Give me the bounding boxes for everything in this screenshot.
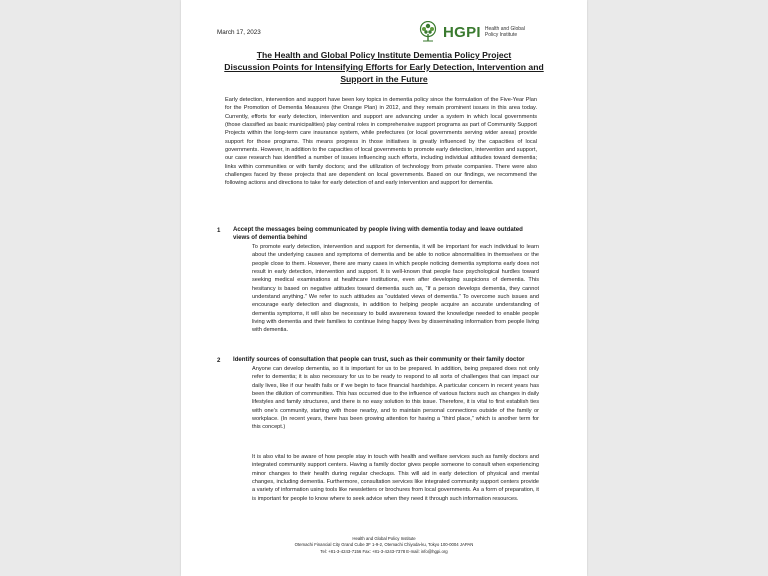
section-number: 2	[217, 357, 221, 364]
footer-line: Tel: +81-3-4243-7156 Fax: +81-3-4243-7378 E-mail: info@hgpi.org	[320, 548, 448, 554]
footer-line: Health and Global Policy Institute	[352, 536, 416, 541]
logo-wordmark: HGPI	[443, 23, 481, 41]
logo-subtitle: Health and Global Policy Institute	[484, 26, 525, 38]
document-date: March 17, 2023	[217, 29, 261, 36]
section-heading: Accept the messages being communicated by people living with dementia today and leave outdated views of dementia behind	[233, 226, 523, 242]
footer-line: Otemachi Financial City Grand Cube 3F 1-9-2, Otemachi Chiyoda-ku, Tokyo 100-0004 JAPAN	[294, 542, 474, 548]
title-line: Discussion Points for Intensifying Efforts for Early Detection, Intervention and	[224, 62, 544, 72]
section-body: It is also vital to be aware of how people stay in touch with health and welfare services such as family doctors and integrated community support centers. Having a family doctor gives people someone to consult when experiencing minor changes to their health during regular checkups. This will aid in early detection of physical and mental changes, including dementia. Furthermore, consultation services like integrated community support centers provide a variety of information using tools like newsletters or brochures from local governments. As a form of preparation, it is important for people to know where to seek advice when they need it through such information resources.	[252, 454, 539, 502]
document-title	[217, 49, 551, 85]
title-line: Support in the Future	[340, 74, 428, 84]
title-line: The Health and Global Policy Institute Dementia Policy Project	[256, 50, 512, 60]
section-number: 1	[217, 227, 221, 234]
section-heading: Identify sources of consultation that people can trust, such as their community or their family doctor	[233, 356, 525, 363]
page-footer	[181, 536, 587, 555]
intro-paragraph: Early detection, intervention and support have been key topics in dementia policy since the formulation of the Five-Year Plan for the Promotion of Dementia Measures (the Orange Plan) in 2012, and they remain prominent issues in this area today. Currently, efforts for early detection, intervention and support are advancing under a system in which local governments (those classified as basic municipalities) play central roles in comprehensive support programs as part of Community Support Projects within the long-term care insurance system, while prefectures (or local governments serving wider areas) provide support for those programs. This means progress in those initiatives is greatly influenced by the capacities of local governments. However, in addition to the capacities of local governments to promote early detection, intervention and support, our case research has identified a number of issues influencing such efforts, including individual attitudes toward dementia; links within communities or with family doctors; and the utilization of technology from private companies. There were also challenges faced by these projects that are dependent on local governments. Based on our findings, we recommend the following actions and directions to take for early detection of and early intervention and support for dementia.	[225, 97, 537, 187]
section-body: Anyone can develop dementia, so it is important for us to be prepared. In addition, being prepared does not only refer to dementia; it is also necessary for us to be ready to respond to all sorts of challenges that can impact our daily lives, like if our health fails or if we begin to face financial hardships. A particular concern in recent years has been the dilution of communities. This has occurred due to the influence of various factors such as changes in daily lifestyles and family structures, and there is no easy solution to this issue. Therefore, it is vital to first establish ties with one’s community, starting with those nearby, and to maintain personal connections outside of the family or workplace. (In recent years, there has been growing attention for having a “third place,” which is another term for this concept.)	[252, 366, 539, 431]
hgpi-logo	[417, 21, 535, 43]
tree-icon	[417, 21, 439, 43]
document-page	[181, 0, 587, 576]
section-body: To promote early detection, intervention and support for dementia, it will be important for each individual to learn about the underlying causes and symptoms of dementia and be able to notice abnormalities in themselves or the people close to them. However, there are many cases in which people noticing dementia symptoms early does not result in early detection, intervention and support. It is well-known that people face psychological hurdles toward seeking medical examinations at healthcare institutions, even after developing suspicions of dementia. This hesitancy is based on negative attitudes toward dementia such as, “If a person develops dementia, they cannot understand anything.” We refer to such attitudes as “outdated views of dementia.” To overcome such issues and encourage early detection and diagnosis, in addition to helping people acquire an accurate understanding of dementia symptoms, it will also be necessary to build awareness toward the knowledge needed to enable people living with dementia and their families to continue living happy lives by disseminating information from people living with dementia.	[252, 244, 539, 334]
